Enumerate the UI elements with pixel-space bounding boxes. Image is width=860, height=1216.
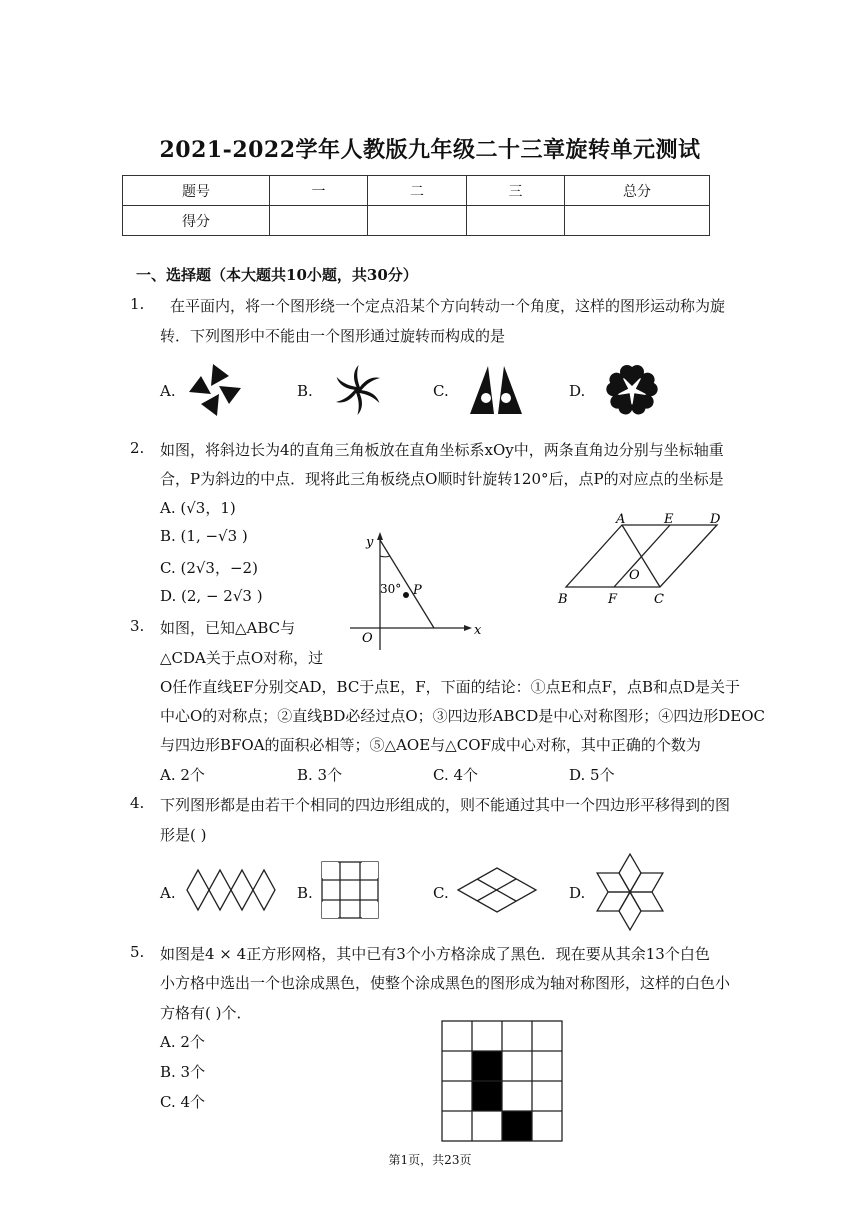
table-cell: 三 (467, 176, 565, 206)
question-text: O任作直线EF分别交AD，BC于点E，F，下面的结论：①点E和点F，点B和点D是关于 (160, 678, 741, 696)
option-label: D. 5个 (569, 766, 615, 784)
origin-label: O (362, 631, 373, 646)
heart-flower-figure (602, 360, 662, 420)
table-cell: 二 (368, 176, 467, 206)
point-label: O (629, 568, 640, 583)
question-text: 小方格中选出一个也涂成黑色，使整个涂成黑色的图形成为轴对称图形，这样的白色小 (160, 974, 731, 992)
coordinate-triangle-figure (350, 530, 480, 655)
option-label: A. 2个 (160, 1033, 205, 1051)
grid-figure (441, 1020, 563, 1142)
question-text: △CDA关于点O对称，过 (160, 649, 324, 667)
six-point-star-figure (594, 852, 666, 932)
question-text: 转．下列图形中不能由一个图形通过旋转而构成的是 (160, 327, 506, 345)
option-label: A. (160, 884, 176, 902)
twin-triangles-figure (466, 364, 526, 416)
option-label: C. (433, 884, 449, 902)
point-label: B (558, 592, 568, 607)
question-text: 如图，将斜边长为4的直角三角板放在直角坐标系xOy中，两条直角边分别与坐标轴重 (160, 441, 724, 459)
question-text: 中心O的对称点；②直线BD必经过点O；③四边形ABCD是中心对称图形；④四边形DEOC (160, 707, 766, 725)
option-label: A. 2个 (160, 766, 205, 784)
option-label: C. (433, 382, 449, 400)
page-footer: 第1页，共23页 (388, 1153, 472, 1167)
point-p-label: P (413, 583, 422, 598)
option-label: A. (160, 382, 176, 400)
table-cell (270, 206, 368, 236)
section-heading: 一、选择题（本大题共10小题，共30分） (136, 266, 418, 284)
table-cell (368, 206, 467, 236)
x-axis-label: x (474, 623, 482, 638)
table-cell: 一 (270, 176, 368, 206)
table-cell (467, 206, 565, 236)
y-axis-label: y (366, 535, 374, 550)
option-label: A. (√3，1) (160, 499, 236, 517)
question-number: 5. (130, 943, 145, 961)
option-label: C. 4个 (433, 766, 479, 784)
table-cell: 总分 (565, 176, 710, 206)
option-label: B. 3个 (297, 766, 343, 784)
point-label: F (608, 592, 618, 607)
pinwheel-figure (187, 362, 243, 418)
option-label: C. (2√3，−2) (160, 559, 258, 577)
parallelogram-figure (552, 512, 732, 610)
option-label: D. (569, 382, 586, 400)
angle-label: 30° (380, 582, 402, 596)
question-number: 4. (130, 794, 145, 812)
point-label: C (654, 592, 664, 607)
question-text: 下列图形都是由若干个相同的四边形组成的，则不能通过其中一个四边形平移得到的图 (160, 796, 731, 814)
table-row (123, 176, 710, 206)
table-row (123, 206, 710, 236)
option-label: B. 3个 (160, 1063, 206, 1081)
question-text: 方格有( )个． (160, 1004, 252, 1022)
table-cell: 题号 (123, 176, 270, 206)
point-label: E (664, 512, 674, 527)
square-cross-figure (320, 860, 380, 920)
option-label: C. 4个 (160, 1093, 206, 1111)
option-label: D. (2, − 2√3 ) (160, 587, 263, 605)
table-cell: 得分 (123, 206, 270, 236)
option-label: D. (569, 884, 586, 902)
question-number: 2. (130, 439, 145, 457)
question-number: 1. (130, 295, 145, 313)
point-label: A (616, 512, 626, 527)
score-table (122, 175, 710, 236)
question-text: 如图是4 × 4正方形网格，其中已有3个小方格涂成了黑色．现在要从其余13个白色 (160, 945, 710, 963)
option-label: B. (297, 382, 313, 400)
question-text: 如图，已知△ABC与 (160, 619, 296, 637)
option-label: B. (297, 884, 313, 902)
question-number: 3. (130, 617, 145, 635)
option-label: B. (1, −√3 ) (160, 527, 248, 545)
spiral-figure (330, 360, 386, 420)
table-cell (565, 206, 710, 236)
question-text: 合，P为斜边的中点．现将此三角板绕点O顺时针旋转120°后，点P的对应点的坐标是 (160, 470, 724, 488)
point-label: D (710, 512, 721, 527)
question-text: 形是( ) (160, 826, 207, 844)
question-text: 与四边形BFOA的面积必相等；⑤△AOE与△COF成中心对称，其中正确的个数为 (160, 736, 701, 754)
diamond-chain-figure (185, 868, 277, 912)
question-text: 在平面内，将一个图形绕一个定点沿某个方向转动一个角度，这样的图形运动称为旋 (170, 297, 726, 315)
page-title: 2021-2022学年人教版九年级二十三章旋转单元测试 (159, 137, 701, 163)
rhombus-grid-figure (456, 866, 538, 914)
